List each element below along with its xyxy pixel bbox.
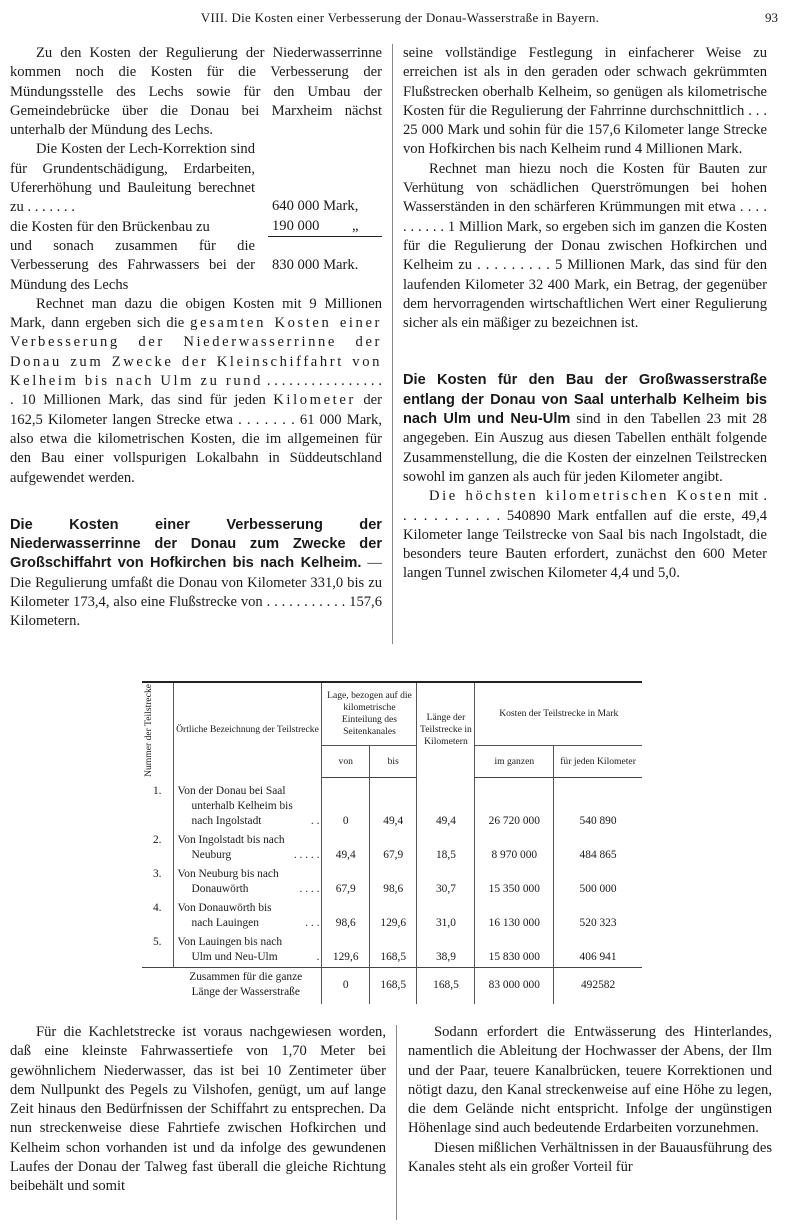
section-heading-grosswasserstrasse: Die Kosten für den Bau der Großwasserstraße entlang der Donau von Saal unterhalb Kelheim bis nach Ulm und Neu-Ulm bbox=[403, 372, 767, 428]
table-row: 4. Von Donauwörth bis nach Lauingen . . . 98,6 129,6 31,0 16 130 000 520 323 bbox=[142, 897, 642, 931]
table-row: 2. Von Ingolstadt bis nach Neuburg . . . . . 49,4 67,9 18,5 8 970 000 484 865 bbox=[142, 829, 642, 863]
header-length: Länge der Teilstrecke in Kilometern bbox=[417, 682, 475, 778]
cost-table bbox=[142, 681, 642, 1004]
table-row: 5. Von Lauingen bis nach Ulm und Neu-Ulm . 129,6 168,5 38,9 15 830 000 406 941 bbox=[142, 931, 642, 968]
column-divider-top bbox=[392, 44, 393, 644]
table-total-row: Zusammen für die ganze Länge der Wasserstraße 0 168,5 168,5 83 000 000 492582 bbox=[142, 967, 642, 1004]
paragraph-highest-costs: Die höchsten kilometrischen Kosten mit . . . . . . . . . . . 540890 Mark entfallen auf die erste, 49,4 Kilometer lange Teilstrecke von Saal bis nach Ingolstadt, die besonders teure Bauten erfordert, zunächst den 600 Meter langen Tunnel zwischen Kilometer 4,4 und 5,0. bbox=[403, 488, 768, 582]
header-position: Lage, bezogen auf die kilometrische Einteilung des Seitenkanales bbox=[322, 682, 417, 746]
sum-rule bbox=[268, 236, 382, 237]
left-column-bottom bbox=[10, 1023, 386, 1197]
paragraph-drainage: Sodann erfordert die Entwässerung des Hinterlandes, namentlich die Ableitung der Hochwasser der Abens, der Ilm und der Paar, teuere Kanalbrücken, teuere Korrektionen und nötigt dazu, den Kanal streckenweise auf eine Höhe zu legen, die dem Gelände nicht entspricht. Infolge der ungünstigen Höhenlage sind auch bedeutende Erdarbeiten vorzunehmen. bbox=[408, 1024, 772, 1137]
section-grosswasserstrasse: Die Kosten für den Bau der Großwasserstraße entlang der Donau von Saal unterhalb Kelheim bis nach Ulm und Neu-Ulm sind in den Tabellen 23 mit 28 angegeben. Ein Auszug aus diesen Tabellen enthält folgende Zusammenstellung, die die Kosten der einzelnen Teilstrecken sowohl im ganzen als auch für jeden Kilometer angibt. bbox=[403, 372, 767, 485]
paragraph-advantage: Diesen mißlichen Verhältnissen in der Bauausführung des Kanales steht als ein großer Vorteil für bbox=[408, 1139, 772, 1176]
header-total-cost: im ganzen bbox=[475, 746, 554, 778]
per-km-cost-value: 25 000 Mark bbox=[403, 122, 480, 139]
right-column-top bbox=[403, 44, 767, 584]
paragraph-kachlet: Für die Kachletstrecke ist voraus nachgewiesen worden, daß eine kleinste Fahrwassertiefe von 1,70 Meter bei gewöhnlichem Niederwasser, das ist bei 10 Zentimeter über dem Nullpunkt des Pegels zu Vilshofen, genügt, um auf lange Zeit hinaus den Bedürfnissen der Schiffahrt zu entsprechen. Da nun streckenweise diese Fahrtiefe zwischen Hofkirchen und Kelheim schon vorhanden ist und da infolge des gewundenen Laufes der Donau der Talweg fast überall die gleiche Richtung beibehält und somit bbox=[10, 1024, 386, 1195]
ditto-mark: „ bbox=[352, 218, 359, 235]
left-column-top bbox=[10, 44, 382, 632]
lech-value-2: 190 000 bbox=[272, 218, 320, 235]
page-number: 93 bbox=[765, 10, 778, 25]
lech-cost-block bbox=[10, 140, 382, 294]
table-row: 3. Von Neuburg bis nach Donauwörth . . . . 67,9 98,6 30,7 15 350 000 500 000 bbox=[142, 863, 642, 897]
paragraph-additional-costs: Rechnet man hiezu noch die Kosten für Bauten zur Verhütung von schädlichen Querströmungen bei hohen Wasserständen in den schärferen Krümmungen mit etwa . . . . . . . . . . 1 Million Mark, so ergeben sich im ganzen die Kosten für die Regulierung der Donau zwischen Hofkirchen und Kelheim zu . . . . . . . . . 5 Millionen Mark, das sind für den laufenden Kilometer 32 400 Mark, ein Betrag, der gegenüber dem hervorragenden wirtschaftlichen Wert einer Regulierung sicher als ein mäßiger zu bezeichnen ist. bbox=[403, 160, 768, 332]
highest-cost-value: 540890 Mark bbox=[506, 507, 590, 524]
header-costs: Kosten der Teilstrecke in Mark bbox=[475, 682, 642, 746]
header-number: Nummer der Teilstrecke bbox=[143, 684, 154, 777]
header-from: von bbox=[322, 746, 370, 778]
header-to: bis bbox=[369, 746, 417, 778]
paragraph-total-costs: Rechnet man dazu die obigen Kosten mit 9 Millionen Mark, dann ergeben sich die gesamten Kosten einer Verbesserung der Niederwasserrinne der Donau zum Zwecke der Kleinschiffahrt von Kelheim bis nach Ulm zu rund . . . . . . . . . . . . . . . . . 10 Millionen Mark, das sind für jeden Kilometer der 162,5 Kilometer langen Strecke etwa . . . . . . . 61 000 Mark, also etwa die kilometrischen Kosten, die im allgemeinen für den Bau einer vollspurigen Lokalbahn in Süddeutschland aufgewendet werden. bbox=[10, 295, 382, 486]
paragraph-lech-intro: Zu den Kosten der Regulierung der Niederwasserrinne kommen noch die Kosten für die Verbesserung der Mündungsstelle des Lechs sowie für den Umbau der Gemeindebrücke über die Donau bei Marxheim nächst unterhalb der Mündung des Lechs. bbox=[10, 45, 382, 139]
lech-value-1: 640 000 Mark, bbox=[272, 198, 359, 215]
total-value: 10 Millionen Mark, bbox=[21, 392, 144, 409]
lech-cost-text: Die Kosten der Lech-Korrektion sind für Grundentschädigung, Erdarbeiten, Ufererhöhung und Bauleitung berechnet zu . . . . . . . bbox=[10, 141, 255, 216]
lech-sum-text: und sonach zusammen für die Verbesserung des Fahrwassers bei der Mündung des Lechs bbox=[10, 237, 255, 293]
table-row: 1. Von der Donau bei Saal unterhalb Kelheim bis nach Ingolstadt . . 0 49,4 49,4 26 720 000 540 890 bbox=[142, 778, 642, 829]
section-heading-hofkirchen: Die Kosten einer Verbesserung der Niederwasserrinne der Donau zum Zwecke der Großschiffahrt von Hofkirchen bis nach Kelheim. bbox=[10, 516, 382, 572]
column-divider-bottom bbox=[396, 1025, 397, 1220]
section-hofkirchen: Die Kosten einer Verbesserung der Niederwasserrinne der Donau zum Zwecke der Großschiffahrt von Hofkirchen bis nach Kelheim. — Die Regulierung umfaßt die Donau von Kilometer 331,0 bis zu Kilometer 173,4, also eine Flußstrecke von . . . . . . . . . . . 157,6 Kilometern. bbox=[10, 516, 382, 630]
header-per-km: für jeden Kilometer bbox=[554, 746, 642, 778]
lech-sum-value: 830 000 Mark. bbox=[272, 257, 359, 274]
per-km-value: 61 000 Mark, bbox=[299, 411, 382, 428]
bridge-cost-text: die Kosten für den Brückenbau zu bbox=[10, 218, 210, 235]
paragraph-regulation-costs: seine vollständige Festlegung in einfacherer Weise zu erreichen ist als in den geraden oder schwach gekrümmten Flußstrecken oberhalb Kelheim, so genügen als kilometrische Kosten für die Regulierung der Fahrrinne durchschnittlich . . . 25 000 Mark und sohin für die 157,6 Kilometer lange Strecke von Hofkirchen bis nach Kelheim rund 4 Millionen Mark. bbox=[403, 45, 767, 158]
right-column-bottom bbox=[408, 1023, 772, 1177]
running-head: VIII. Die Kosten einer Verbesserung der Donau-Wasserstraße in Bayern. bbox=[200, 10, 600, 25]
river-length-value: 157,6 Kilometern. bbox=[10, 594, 382, 630]
header-description: Örtliche Bezeichnung der Teilstrecke bbox=[173, 682, 322, 778]
